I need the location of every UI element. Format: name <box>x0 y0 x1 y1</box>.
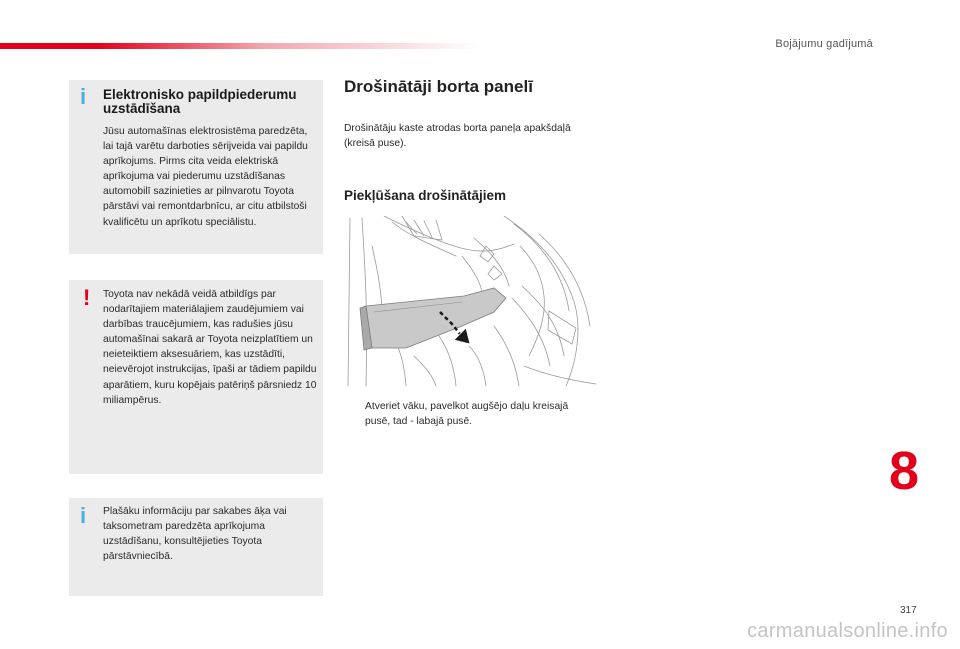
info-icon: i <box>80 503 87 528</box>
step-text: Atveriet vāku, pavelkot augšējo daļu kreisajā pusē, tad - labajā pusē. <box>365 401 569 428</box>
header-accent-bar <box>0 43 480 49</box>
info-box-accessories <box>69 80 323 254</box>
info-icon: i <box>80 84 87 109</box>
info-box-text: Plašāku informāciju par sakabes āķa vai taksometram paredzēta aprīkojuma uzstādīšanu, konsultējieties Toyota pārstāvniecībā. <box>103 506 287 563</box>
section-subtitle: Piekļūšana drošinātājiem <box>344 188 507 203</box>
warning-icon: ! <box>83 285 91 310</box>
warning-box-text: Toyota nav nekādā veidā atbildīgs par nodarītajiem materiālajiem zaudējumiem vai darbības traucējumiem, kas radušies jūsu automašīnai sakarā ar Toyota neizplatītiem un neieteiktiem aksesuāriem, kas uzstādīti, neievērojot instrukcijas, īpaši ar tādiem papildu aparātiem, kuru kopējais patēriņš pārsniedz 10 miliampērus. <box>103 289 317 406</box>
chapter-title: Bojājumu gadījumā <box>775 38 873 50</box>
info-box-text: Jūsu automašīnas elektrosistēma paredzēta, lai tajā varētu darboties sērijveida vai papildu aprīkojums. Pirms cita veida elektriskā aprīkojuma vai piederumu uzstādīšanas automobilī sazinieties ar pilnvarotu Toyota pārstāvi vai remontdarbnīcu, ar citu atbilstoši kvalificētu un aprīkotu speciālistu. <box>103 126 308 228</box>
chapter-number: 8 <box>889 441 920 501</box>
page-title: Drošinātāji borta panelī <box>344 77 533 96</box>
page-number: 317 <box>900 605 917 616</box>
watermark: carmanualsonline.info <box>747 620 948 642</box>
info-box-towbar <box>69 498 323 596</box>
fuse-box-illustration <box>344 216 597 387</box>
info-box-title: Elektronisko papildpiederumu uzstādīšana <box>103 87 297 116</box>
warning-box <box>69 280 323 474</box>
intro-text: Drošinātāju kaste atrodas borta paneļa apakšdaļā (kreisā puse). <box>344 123 571 150</box>
instruction-step <box>344 399 584 429</box>
